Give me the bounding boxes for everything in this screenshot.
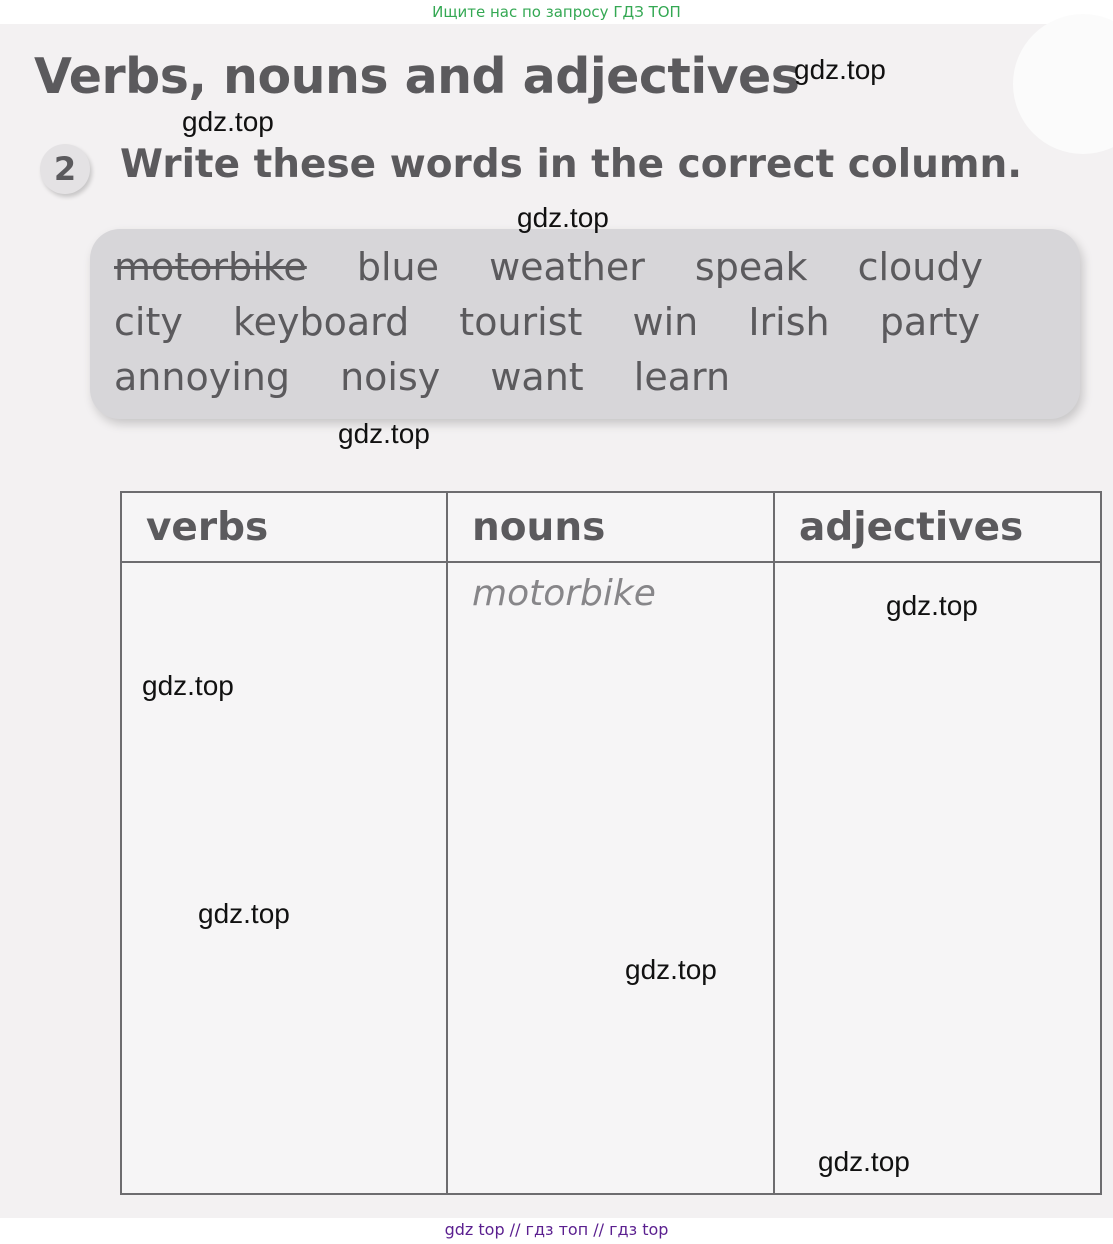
word-bank-item: want — [490, 355, 584, 399]
watermark: gdz.top — [625, 954, 717, 985]
bottom-banner[interactable]: gdz top // гдз топ // гдз top — [0, 1218, 1113, 1244]
word-bank-item: noisy — [340, 355, 441, 399]
word-bank-item: Irish — [748, 300, 830, 344]
page-title: Verbs, nouns and adjectives — [34, 48, 800, 105]
exercise-instruction: Write these words in the correct column. — [120, 142, 1023, 187]
word-bank-item: speak — [694, 245, 808, 289]
word-bank-item: motorbike — [114, 245, 307, 289]
word-bank-item: city — [114, 300, 183, 344]
word-bank-item: keyboard — [232, 300, 410, 344]
word-bank-item: cloudy — [857, 245, 984, 289]
word-bank-item: annoying — [114, 355, 290, 399]
watermark: gdz.top — [818, 1146, 910, 1177]
table-header-label: adjectives — [799, 505, 1024, 550]
watermark: gdz.top — [338, 418, 430, 449]
watermark: gdz.top — [794, 54, 886, 85]
corner-decoration — [1013, 14, 1113, 154]
word-bank-item: blue — [356, 245, 439, 289]
table-header-adjectives — [775, 493, 1100, 563]
word-bank-item: party — [879, 300, 981, 344]
word-bank-line-3 — [114, 355, 768, 399]
table-header-verbs — [122, 493, 448, 563]
word-bank-item: weather — [489, 245, 645, 289]
watermark: gdz.top — [198, 898, 290, 929]
verbs-column-cell[interactable] — [122, 563, 448, 1193]
word-bank-item: win — [632, 300, 699, 344]
word-bank-line-1 — [114, 245, 1021, 289]
workbook-page — [0, 24, 1113, 1218]
table-header-nouns — [448, 493, 775, 563]
table-header-label: verbs — [146, 505, 269, 550]
nouns-column-cell[interactable] — [448, 563, 775, 1193]
word-bank-item: tourist — [459, 300, 583, 344]
watermark: gdz.top — [517, 202, 609, 233]
top-banner[interactable]: Ищите нас по запросу ГДЗ ТОП — [0, 0, 1113, 24]
table-header-label: nouns — [472, 505, 606, 550]
watermark: gdz.top — [142, 670, 234, 701]
word-bank-item: learn — [633, 355, 731, 399]
watermark: gdz.top — [182, 106, 274, 137]
example-answer: motorbike — [472, 573, 656, 614]
exercise-number-badge: 2 — [40, 144, 90, 194]
word-bank-line-2 — [114, 300, 1018, 344]
watermark: gdz.top — [886, 590, 978, 621]
adjectives-column-cell[interactable] — [775, 563, 1100, 1193]
